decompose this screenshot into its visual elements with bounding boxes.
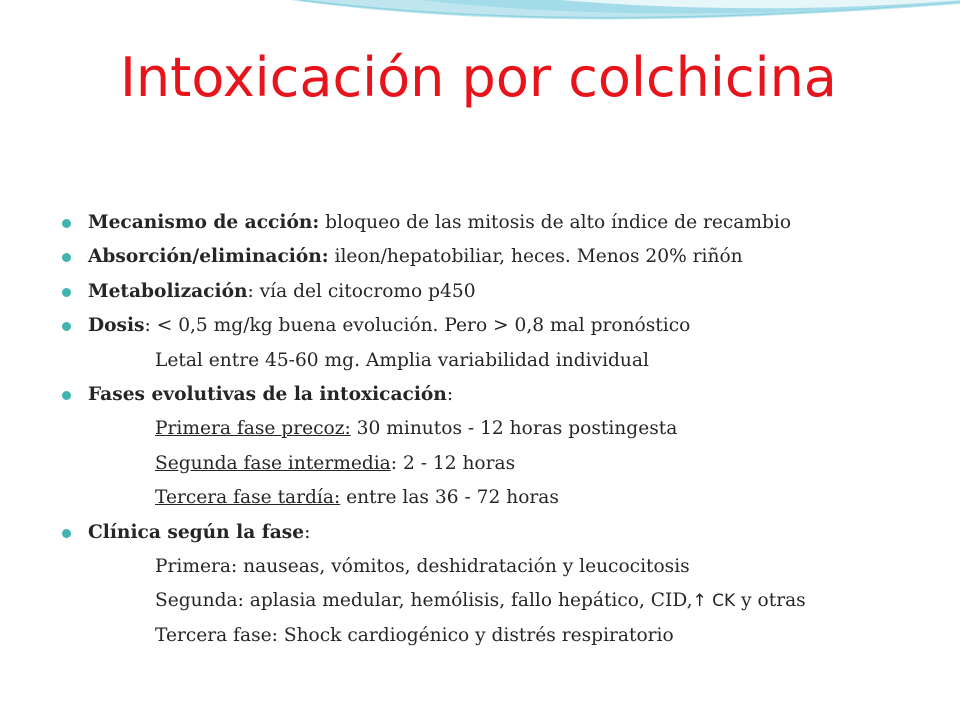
item-text: : <box>304 521 311 543</box>
phase-line-tercera <box>0 481 960 515</box>
phase-label: Primera fase precoz: <box>155 418 351 440</box>
clinica-line-primera: Primera: nauseas, vómitos, deshidratación y leucocitosis <box>155 555 690 577</box>
phase-label: Tercera fase tardía: <box>155 487 341 509</box>
item-label: Metabolización <box>88 280 248 302</box>
item-label: Clínica según la fase <box>88 521 305 543</box>
list-item-metabolizacion <box>0 275 960 309</box>
item-text: : <box>446 383 454 405</box>
slide-content <box>0 206 960 653</box>
item-text: : < 0,5 mg/kg buena evolución. Pero > 0,8 mal pronóstico <box>144 315 691 337</box>
item-text: bloqueo de las mitosis de alto índice de recambio <box>319 212 792 233</box>
phase-line-primera <box>0 412 960 446</box>
phase-text: 30 minutos - 12 horas postingesta <box>350 418 678 440</box>
dosis-subline: Letal entre 45-60 mg. Amplia variabilidad individual <box>155 349 649 371</box>
clinica-text: Segunda: aplasia medular, hemólisis, fallo hepático, CID, <box>155 590 693 612</box>
bullet-dot-icon <box>62 391 71 400</box>
list-item-mecanismo <box>0 206 960 240</box>
item-label: Fases evolutivas de la intoxicación <box>88 383 447 405</box>
bullet-dot-icon <box>62 253 71 262</box>
item-text: : vía del citocromo p450 <box>247 280 476 302</box>
phase-label: Segunda fase intermedia <box>155 452 391 474</box>
phase-text: : 2 - 12 horas <box>390 452 516 474</box>
list-item-absorcion <box>0 240 960 274</box>
list-item-fases <box>0 378 960 412</box>
list-item-clinica <box>0 516 960 550</box>
phase-text: entre las 36 - 72 horas <box>340 487 559 509</box>
ck-arrow-text: ↑ CK <box>692 591 736 612</box>
clinica-text-end: y otras <box>735 590 806 612</box>
clinica-line-segunda <box>0 584 960 618</box>
slide-title: Intoxicación por colchicina <box>120 46 837 109</box>
item-text: ileon/hepatobiliar, heces. Menos 20% riñón <box>328 246 743 268</box>
item-label: Absorción/eliminación: <box>88 246 329 268</box>
phase-line-segunda <box>0 447 960 481</box>
bullet-dot-icon <box>62 219 71 228</box>
item-label: Dosis <box>88 315 145 337</box>
list-item-dosis <box>0 309 960 343</box>
item-label: Mecanismo de acción: <box>88 212 320 233</box>
bullet-dot-icon <box>62 288 71 297</box>
bullet-dot-icon <box>62 322 71 331</box>
clinica-line-tercera: Tercera fase: Shock cardiogénico y distrés respiratorio <box>155 624 674 646</box>
bullet-dot-icon <box>62 529 71 538</box>
